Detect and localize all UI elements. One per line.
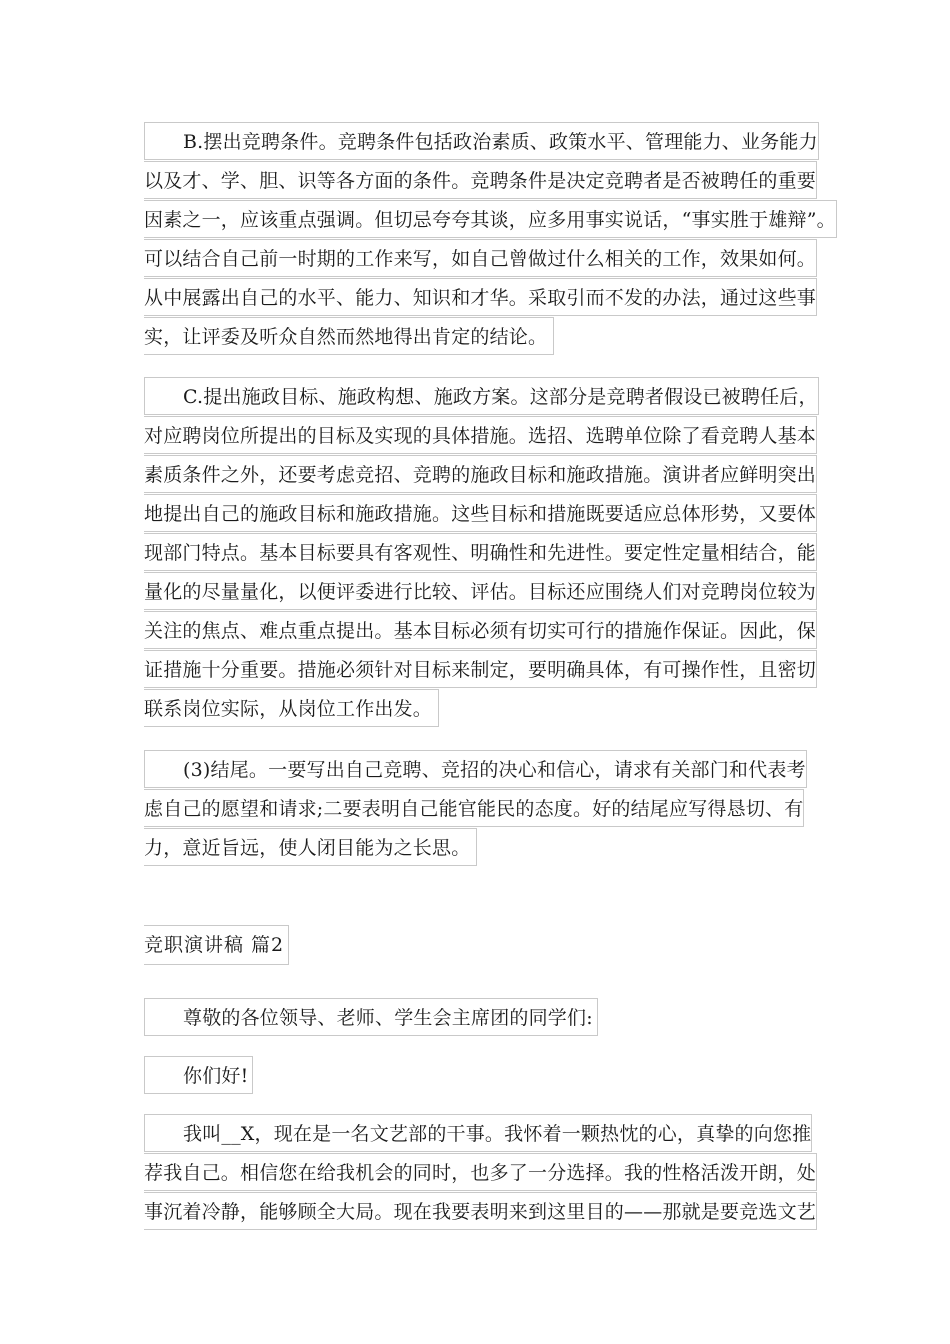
paragraph-intro (144, 1114, 817, 1231)
paragraph-line (144, 828, 808, 867)
line-text: 因素之一，应该重点强调。但切忌夸夸其谈，应多用事实说话，“事实胜于雄辩”。 (144, 200, 837, 238)
paragraph-line (144, 1056, 808, 1095)
line-text: (3)结尾。一要写出自己竞聘、竞招的决心和信心，请求有关部门和代表考 (144, 750, 807, 788)
paragraph-line (144, 494, 817, 533)
line-text: 实，让评委及听众自然而然地得出肯定的结论。 (144, 317, 554, 355)
paragraph-line (144, 572, 817, 611)
line-text: 对应聘岗位所提出的目标及实现的具体措施。选招、选聘单位除了看竞聘人基本 (144, 416, 817, 454)
paragraph-line (144, 998, 808, 1037)
line-text: 尊敬的各位领导、老师、学生会主席团的同学们: (144, 998, 598, 1036)
paragraph-line (144, 533, 817, 572)
line-text: 荐我自己。相信您在给我机会的同时，也多了一分选择。我的性格活泼开朗，处 (144, 1153, 817, 1191)
line-text: 素质条件之外，还要考虑竞招、竞聘的施政目标和施政措施。演讲者应鲜明突出 (144, 455, 817, 493)
paragraph-hello (144, 1056, 808, 1095)
line-text: 你们好! (144, 1056, 253, 1094)
line-text: 可以结合自己前一时期的工作来写，如自己曾做过什么相关的工作，效果如何。 (144, 239, 817, 277)
line-text: 关注的焦点、难点重点提出。基本目标必须有切实可行的措施作保证。因此，保 (144, 611, 817, 649)
line-text: 现部门特点。基本目标要具有客观性、明确性和先进性。要定性定量相结合，能 (144, 533, 817, 571)
line-text: B.摆出竞聘条件。竞聘条件包括政治素质、政策水平、管理能力、业务能力 (144, 122, 819, 160)
paragraph-line (144, 1114, 812, 1153)
paragraph-line (144, 377, 818, 416)
line-text: 我叫__X，现在是一名文艺部的干事。我怀着一颗热忱的心，真挚的向您推 (144, 1114, 812, 1152)
line-text: 力，意近旨远，使人闭目能为之长思。 (144, 828, 477, 866)
paragraph-section-c (144, 377, 818, 728)
paragraph-line (144, 789, 808, 828)
paragraph-line (144, 161, 817, 200)
paragraph-line (144, 611, 817, 650)
line-text: 从中展露出自己的水平、能力、知识和才华。采取引而不发的办法，通过这些事 (144, 278, 817, 316)
paragraph-line (144, 239, 817, 278)
paragraph-line (144, 689, 808, 728)
paragraph-line (144, 650, 817, 689)
paragraph-line (144, 750, 808, 789)
paragraph-line (144, 416, 817, 455)
paragraph-line (144, 1153, 817, 1192)
paragraph-line (144, 122, 818, 161)
line-text: C.提出施政目标、施政构想、施政方案。这部分是竞聘者假设已被聘任后， (144, 377, 819, 415)
line-text: 证措施十分重要。措施必须针对目标来制定，要明确具体，有可操作性，且密切 (144, 650, 817, 688)
paragraph-section-b (144, 122, 836, 356)
line-text: 联系岗位实际，从岗位工作出发。 (144, 689, 439, 727)
line-text: 事沉着冷静，能够顾全大局。现在我要表明来到这里目的——那就是要竞选文艺 (144, 1192, 817, 1230)
paragraph-greeting (144, 998, 808, 1037)
paragraph-line (144, 200, 836, 239)
line-text: 量化的尽量量化，以便评委进行比较、评估。目标还应围绕人们对竞聘岗位较为 (144, 572, 817, 610)
line-text: 地提出自己的施政目标和施政措施。这些目标和措施既要适应总体形势，又要体 (144, 494, 817, 532)
paragraph-line (144, 455, 817, 494)
line-text: 虑自己的愿望和请求;二要表明自己能官能民的态度。好的结尾应写得恳切、有 (144, 789, 804, 827)
paragraph-line (144, 278, 817, 317)
paragraph-ending (144, 750, 808, 867)
paragraph-line (144, 317, 808, 356)
line-text: 以及才、学、胆、识等各方面的条件。竞聘条件是决定竞聘者是否被聘任的重要 (144, 161, 817, 199)
section-heading: 竞职演讲稿 篇2 (144, 925, 289, 965)
paragraph-line (144, 1192, 817, 1231)
